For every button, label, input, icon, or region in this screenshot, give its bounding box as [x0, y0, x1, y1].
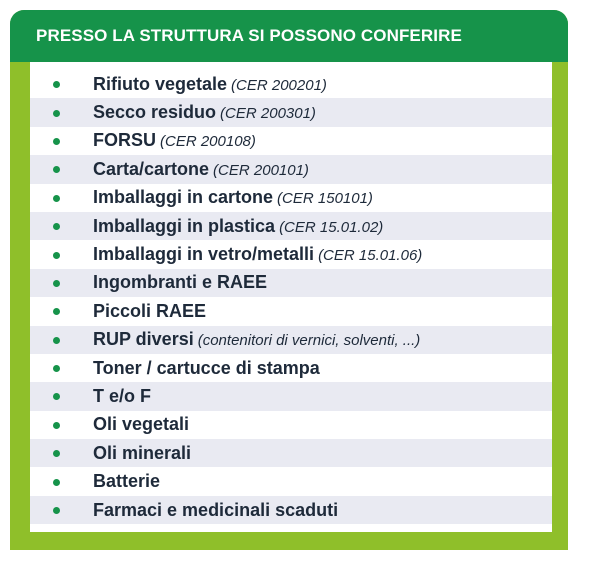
waste-list-panel [10, 10, 568, 550]
list-item [30, 127, 552, 155]
bullet-icon [53, 166, 60, 173]
list-item [30, 354, 552, 382]
bullet-icon [53, 393, 60, 400]
item-label: Carta/cartone (CER 200101) [93, 158, 309, 179]
list-item [30, 184, 552, 212]
bullet-icon [53, 195, 60, 202]
list-item [30, 297, 552, 325]
item-label: Secco residuo (CER 200301) [93, 102, 316, 123]
bullet-icon [53, 422, 60, 429]
list-item [30, 98, 552, 126]
item-note: (CER 200301) [220, 105, 316, 123]
bullet-icon [53, 479, 60, 486]
list-item [30, 411, 552, 439]
item-label: RUP diversi (contenitori di vernici, solventi, ...) [93, 329, 421, 350]
list-item [30, 155, 552, 183]
bullet-icon [53, 337, 60, 344]
item-label: T e/o F [93, 385, 151, 406]
item-label: FORSU (CER 200108) [93, 130, 256, 151]
item-label: Oli vegetali [93, 414, 190, 435]
item-note: (CER 150101) [277, 190, 373, 208]
panel-title: PRESSO LA STRUTTURA SI POSSONO CONFERIRE [10, 10, 568, 62]
bullet-icon [53, 280, 60, 287]
waste-list-box [30, 62, 552, 532]
item-note: (contenitori di vernici, solventi, ...) [197, 332, 421, 350]
list-item [30, 70, 552, 98]
item-label: Toner / cartucce di stampa [93, 357, 320, 378]
bullet-icon [53, 365, 60, 372]
list-item [30, 269, 552, 297]
list-item [30, 496, 552, 524]
item-label: Imballaggi in plastica (CER 15.01.02) [93, 215, 384, 236]
item-note: (CER 15.01.06) [318, 247, 423, 265]
bullet-icon [53, 110, 60, 117]
item-note: (CER 200101) [213, 161, 309, 179]
bullet-icon [53, 308, 60, 315]
list-item [30, 467, 552, 495]
list-item [30, 212, 552, 240]
bullet-icon [53, 507, 60, 514]
list-item [30, 439, 552, 467]
item-label: Oli minerali [93, 442, 192, 463]
bullet-icon [53, 223, 60, 230]
list-item [30, 382, 552, 410]
bullet-icon [53, 252, 60, 259]
item-note: (CER 200108) [160, 133, 256, 151]
item-label: Piccoli RAEE [93, 300, 207, 321]
item-label: Imballaggi in cartone (CER 150101) [93, 187, 373, 208]
item-label: Batterie [93, 471, 161, 492]
item-label: Imballaggi in vetro/metalli (CER 15.01.06) [93, 244, 423, 265]
item-label: Ingombranti e RAEE [93, 272, 268, 293]
bullet-icon [53, 81, 60, 88]
item-note: (CER 200201) [231, 76, 327, 94]
item-note: (CER 15.01.02) [279, 218, 384, 236]
item-label: Rifiuto vegetale (CER 200201) [93, 73, 327, 94]
item-label: Farmaci e medicinali scaduti [93, 499, 339, 520]
bullet-icon [53, 450, 60, 457]
list-item [30, 326, 552, 354]
waste-list [30, 62, 552, 524]
list-item [30, 240, 552, 268]
bullet-icon [53, 138, 60, 145]
